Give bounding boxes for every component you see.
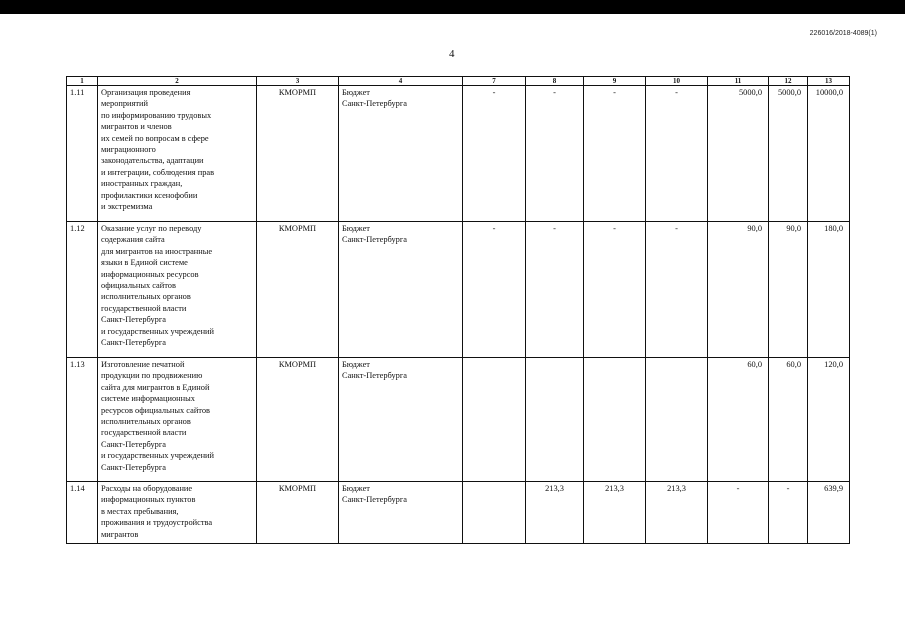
col-header: 11 — [708, 77, 769, 86]
col-header: 8 — [526, 77, 584, 86]
value-col-13: 10000,0 — [808, 86, 850, 222]
value-col-11: 90,0 — [708, 222, 769, 358]
value-col-12: - — [769, 482, 808, 544]
value-col-10: - — [646, 222, 708, 358]
value-col-9 — [584, 358, 646, 482]
value-col-12: 60,0 — [769, 358, 808, 482]
col-header: 3 — [257, 77, 339, 86]
document-number: 226016/2018-4089(1) — [809, 30, 877, 37]
executor: КМОРМП — [257, 222, 339, 358]
value-col-9: 213,3 — [584, 482, 646, 544]
col-header: 9 — [584, 77, 646, 86]
value-col-7 — [463, 358, 526, 482]
value-col-8: 213,3 — [526, 482, 584, 544]
row-number: 1.11 — [67, 86, 98, 222]
value-col-13: 639,9 — [808, 482, 850, 544]
value-col-13: 180,0 — [808, 222, 850, 358]
activity-name: Расходы на оборудование информационных пунктов в местах пребывания, проживания и трудоустройства мигрантов — [98, 482, 257, 544]
value-col-11: - — [708, 482, 769, 544]
funding-source: Бюджет Санкт-Петербурга — [339, 482, 463, 544]
value-col-10 — [646, 358, 708, 482]
col-header: 13 — [808, 77, 850, 86]
scan-top-border — [0, 0, 905, 14]
value-col-9: - — [584, 86, 646, 222]
row-number: 1.14 — [67, 482, 98, 544]
col-header: 4 — [339, 77, 463, 86]
value-col-12: 5000,0 — [769, 86, 808, 222]
value-col-11: 5000,0 — [708, 86, 769, 222]
col-header: 1 — [67, 77, 98, 86]
value-col-11: 60,0 — [708, 358, 769, 482]
table-row — [67, 482, 850, 544]
funding-source: Бюджет Санкт-Петербурга — [339, 86, 463, 222]
activity-name: Организация проведения мероприятий по информированию трудовых мигрантов и членов их семей по вопросам в сфере миграционного законодательства, адаптации и интеграции, соблюдения прав иностранных граждан, профилактики ксенофобии и экстремизма — [98, 86, 257, 222]
value-col-9: - — [584, 222, 646, 358]
executor: КМОРМП — [257, 358, 339, 482]
value-col-12: 90,0 — [769, 222, 808, 358]
funding-source: Бюджет Санкт-Петербурга — [339, 358, 463, 482]
page-number: 4 — [449, 48, 455, 60]
table-row — [67, 222, 850, 358]
funding-source: Бюджет Санкт-Петербурга — [339, 222, 463, 358]
executor: КМОРМП — [257, 86, 339, 222]
col-header: 7 — [463, 77, 526, 86]
value-col-8: - — [526, 86, 584, 222]
row-number: 1.13 — [67, 358, 98, 482]
value-col-7: - — [463, 222, 526, 358]
value-col-8: - — [526, 222, 584, 358]
value-col-10: - — [646, 86, 708, 222]
value-col-8 — [526, 358, 584, 482]
row-number: 1.12 — [67, 222, 98, 358]
activity-name: Изготовление печатной продукции по продвижению сайта для мигрантов в Единой системе информационных ресурсов официальных сайтов исполнительных органов государственной власти Санкт-Петербурга и государственных учреждений Санкт-Петербурга — [98, 358, 257, 482]
value-col-10: 213,3 — [646, 482, 708, 544]
activity-name: Оказание услуг по переводу содержания сайта для мигрантов на иностранные языки в Единой системе информационных ресурсов официальных сайтов исполнительных органов государственной власти Санкт-Петербурга и государственных учреждений Санкт-Петербурга — [98, 222, 257, 358]
value-col-7: - — [463, 86, 526, 222]
col-header: 2 — [98, 77, 257, 86]
budget-table — [66, 76, 850, 544]
col-header: 10 — [646, 77, 708, 86]
table-row — [67, 358, 850, 482]
column-number-header — [67, 77, 850, 86]
table-row — [67, 86, 850, 222]
value-col-7 — [463, 482, 526, 544]
value-col-13: 120,0 — [808, 358, 850, 482]
col-header: 12 — [769, 77, 808, 86]
executor: КМОРМП — [257, 482, 339, 544]
